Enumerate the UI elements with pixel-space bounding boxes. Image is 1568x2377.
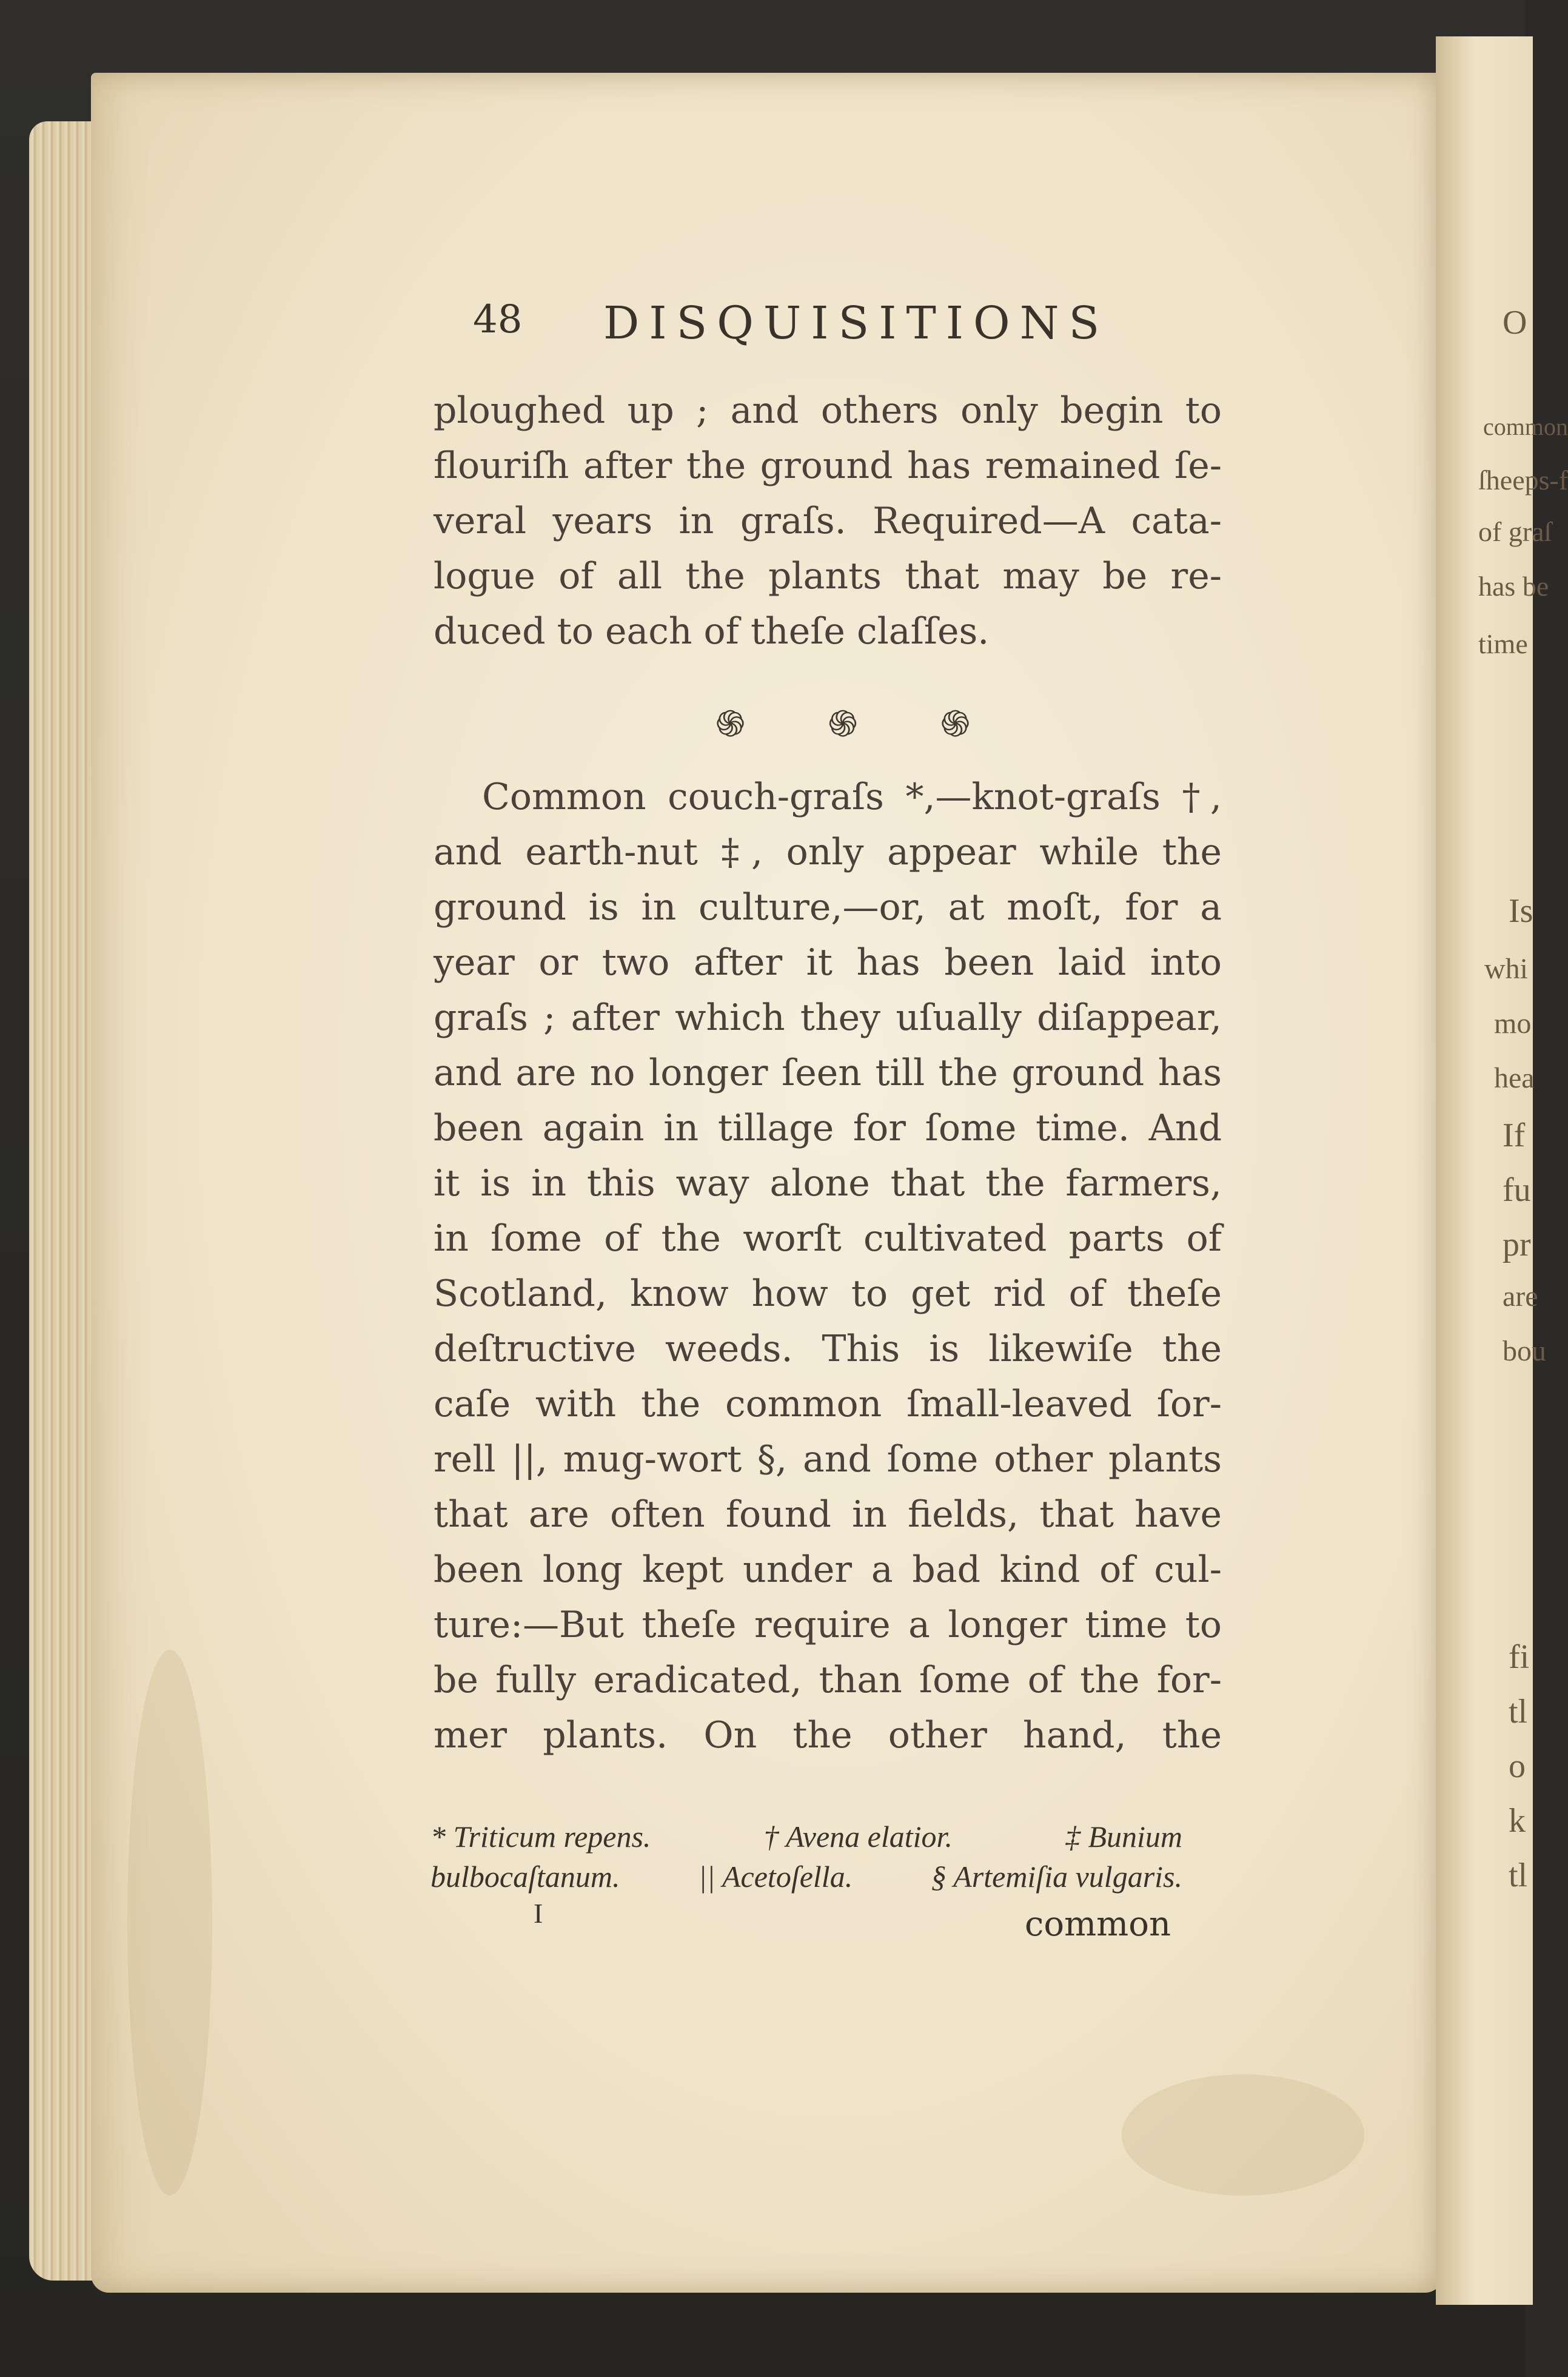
adjacent-text-fragment: whi [1484, 953, 1528, 985]
adjacent-text-fragment: O [1503, 304, 1527, 341]
footnote-line [431, 1817, 1182, 1857]
page-header [473, 297, 1201, 358]
catchword: common [1025, 1905, 1171, 1944]
body-text [434, 383, 1222, 1763]
adjacent-text-fragment: common [1483, 413, 1568, 440]
text-line: ground is in culture,—or, at moſt, for a [434, 886, 1222, 929]
adjacent-text-fragment: has be [1478, 571, 1549, 602]
adjacent-text-fragment: time [1478, 628, 1528, 659]
text-line: been again in tillage for ſome time. And [434, 1107, 1222, 1149]
text-line: it is in this way alone that the farmers, [434, 1162, 1222, 1205]
text-line: ploughed up ; and others only begin to [434, 389, 1222, 432]
ornament-icon: ֍ [828, 703, 858, 745]
footnotes [431, 1817, 1182, 1897]
adjacent-page-edge [1436, 36, 1568, 2305]
text-line: and are no longer ſeen till the ground has [434, 1052, 1222, 1094]
adjacent-text-fragment: Is [1509, 892, 1533, 930]
adjacent-text-fragment: mo [1494, 1007, 1532, 1040]
section-ornaments [715, 698, 970, 746]
text-line: Common couch-graſs *,—knot-graſs †, [482, 776, 1222, 818]
footnote-triticum: * Triticum repens. [431, 1820, 651, 1854]
footnote-bunium: ‡ Bunium [1065, 1820, 1182, 1854]
adjacent-text-fragment: If [1503, 1117, 1526, 1154]
text-line: year or two after it has been laid into [434, 941, 1222, 984]
page-number: 48 [473, 297, 523, 342]
text-line: graſs ; after which they uſually diſappear, [434, 997, 1222, 1039]
ornament-icon: ֍ [940, 703, 970, 745]
signature-mark: I [534, 1898, 543, 1929]
text-line: in ſome of the worſt cultivated parts of [434, 1217, 1222, 1260]
text-line: be fully eradicated, than ſome of the for- [434, 1659, 1222, 1701]
adjacent-text-fragment: bou [1503, 1335, 1546, 1367]
text-line: been long kept under a bad kind of cul- [434, 1548, 1222, 1591]
footnote-bulbocastanum: bulbocaſtanum. [431, 1860, 620, 1894]
text-line: veral years in graſs. Required—A cata- [434, 500, 1222, 542]
page-stain [1122, 2074, 1364, 2196]
text-line: rell ||, mug-wort §, and ſome other plants [434, 1438, 1222, 1481]
adjacent-text-fragment: tl [1509, 1857, 1528, 1894]
text-line: caſe with the common ſmall-leaved ſor- [434, 1383, 1222, 1425]
text-line: logue of all the plants that may be re- [434, 555, 1222, 597]
adjacent-text-fragment: tl [1509, 1693, 1528, 1730]
adjacent-text-fragment: fu [1503, 1171, 1531, 1209]
adjacent-text-fragment: hea [1494, 1062, 1535, 1094]
text-line: duced to each of theſe claſſes. [434, 610, 990, 653]
footnote-line [431, 1857, 1182, 1897]
adjacent-text-fragment: k [1509, 1802, 1526, 1840]
adjacent-text-fragment: o [1509, 1747, 1526, 1785]
text-line: flouriſh after the ground has remained ſe- [434, 445, 1222, 487]
footnote-avena: † Avena elatior. [763, 1820, 953, 1854]
text-line: and earth-nut ‡, only appear while the [434, 831, 1222, 873]
footnote-artemisia: § Artemiſia vulgaris. [931, 1860, 1182, 1894]
adjacent-text-fragment: ſheeps-f [1478, 465, 1568, 496]
adjacent-text-fragment: pr [1503, 1226, 1531, 1263]
page-stain [127, 1650, 212, 2196]
adjacent-text-fragment: are [1503, 1280, 1538, 1313]
text-line: Scotland, know how to get rid of theſe [434, 1273, 1222, 1315]
footnote-acetosella: || Acetoſella. [698, 1860, 853, 1894]
text-line: that are often found in fields, that have [434, 1493, 1222, 1536]
adjacent-text-fragment: of graſ [1478, 516, 1552, 547]
text-line: mer plants. On the other hand, the [434, 1714, 1222, 1757]
text-line: deſtructive weeds. This is likewiſe the [434, 1328, 1222, 1370]
running-head: DISQUISITIONS [603, 297, 1110, 349]
ornament-icon: ֍ [715, 703, 746, 745]
adjacent-text-fragment: fi [1509, 1638, 1530, 1676]
text-line: ture:—But theſe require a longer time to [434, 1604, 1222, 1646]
